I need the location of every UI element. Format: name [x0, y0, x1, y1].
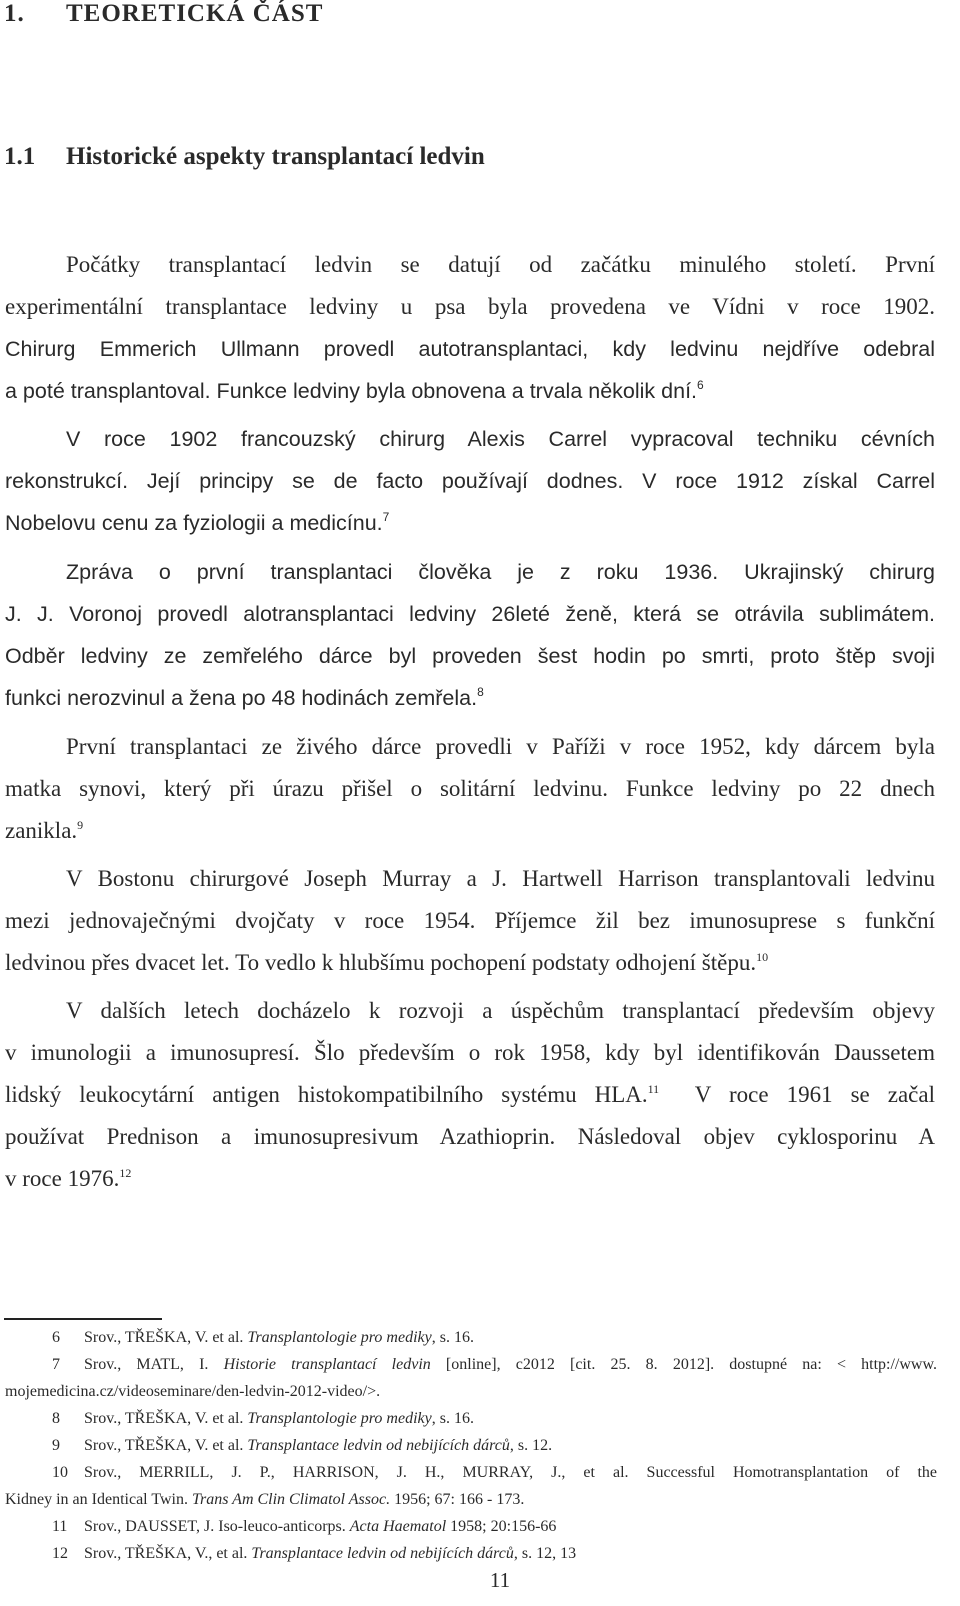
footnote-ref: 7 — [382, 510, 390, 524]
footnote-number: 12 — [52, 1545, 68, 1562]
footnote-number: 6 — [52, 1329, 60, 1346]
footnote: 6 Srov., TŘEŠKA, V. et al. Transplantologie pro mediky, s. 16. — [5, 1324, 937, 1351]
footnote-number: 7 — [52, 1356, 60, 1373]
text-line: První transplantaci ze živého dárce provedli v Paříži v roce 1952, kdy dárcem byla — [66, 734, 935, 759]
paragraph — [5, 551, 935, 719]
text-line: v imunologii a imunosupresí. Šlo především o rok 1958, kdy byl identifikován Daussetem — [5, 1040, 935, 1065]
footnote-ref: 10 — [756, 950, 769, 964]
text-line: J. J. Voronoj provedl alotransplantaci ledviny 26leté ženě, která se otrávila sublimátem. — [5, 602, 935, 626]
footnote-number: 11 — [52, 1518, 68, 1535]
text-line: V Bostonu chirurgové Joseph Murray a J. Hartwell Harrison transplantovali ledvinu — [66, 866, 935, 891]
text-line: funkci nerozvinul a žena po 48 hodinách zemřela.$^8$ — [5, 685, 484, 710]
footnote-number: 9 — [52, 1437, 60, 1454]
text-line: zanikla.$^9$ — [5, 818, 84, 843]
chapter-title: TEORETICKÁ ČÁST — [66, 0, 324, 27]
text-line: ledvinou přes dvacet let. To vedlo k hlubšímu pochopení podstaty odhojení štěpu.$^{10}$ — [5, 950, 769, 975]
text-line: lidský leukocytární antigen histokompatibilního systému HLA.$^{11}$ V roce 1961 se začal — [5, 1082, 935, 1107]
text-line: rekonstrukcí. Její principy se de facto používají dodnes. V roce 1912 získal Carrel — [5, 469, 935, 493]
footnote-continuation: Kidney in an Identical Twin. Trans Am Clin Climatol Assoc. 1956; 67: 166 - 173. — [5, 1491, 525, 1508]
text-line: Počátky transplantací ledvin se datují od začátku minulého století. První — [66, 252, 935, 277]
footnote: 8 Srov., TŘEŠKA, V. et al. Transplantologie pro mediky, s. 16. — [5, 1405, 937, 1432]
text-line: Odběr ledviny ze zemřelého dárce byl proveden šest hodin po smrti, proto štěp svoji — [5, 644, 935, 668]
footnote: 9 Srov., TŘEŠKA, V. et al. Transplantace ledvin od nebijících dárců, s. 12. — [5, 1432, 937, 1459]
section-heading — [4, 143, 485, 171]
footnote-ref: 9 — [77, 818, 84, 832]
footnote-separator — [4, 1318, 162, 1320]
footnote-number: 8 — [52, 1410, 60, 1427]
footnotes — [5, 1324, 937, 1567]
footnote: 12 Srov., TŘEŠKA, V., et al. Transplantace ledvin od nebijících dárců, s. 12, 13 — [5, 1540, 937, 1567]
paragraph — [5, 990, 935, 1200]
text-line: V roce 1902 francouzský chirurg Alexis Carrel vypracoval techniku cévních — [66, 427, 935, 451]
text-line: Nobelovu cenu za fyziologii a medicínu.$^7$ — [5, 510, 390, 535]
footnote: 7 Srov., MATL, I. Historie transplantací ledvin [online], c2012 [cit. 25. 8. 2012]. dostupné na: < http://www. — [5, 1351, 937, 1378]
text-line: Chirurg Emmerich Ullmann provedl autotransplantaci, kdy ledvinu nejdříve odebral — [5, 337, 935, 361]
paragraph — [5, 726, 935, 852]
paragraph — [5, 418, 935, 544]
text-line: a poté transplantoval. Funkce ledviny byla obnovena a trvala několik dní.$^6$ — [5, 378, 704, 403]
footnote: 10 Srov., MERRILL, J. P., HARRISON, J. H., MURRAY, J., et al. Successful Homotransplantation of the — [5, 1459, 937, 1486]
footnote-ref: 12 — [119, 1166, 132, 1180]
footnote-number: 10 — [52, 1464, 68, 1481]
text-line: experimentální transplantace ledviny u psa byla provedena ve Vídni v roce 1902. — [5, 294, 935, 319]
chapter-heading — [4, 0, 323, 28]
paragraph — [5, 858, 935, 984]
text-line: V dalších letech docházelo k rozvoji a úspěchům transplantací především objevy — [66, 998, 935, 1023]
footnote-ref: 8 — [477, 685, 484, 699]
page-number: 11 — [489, 1568, 511, 1592]
section-number: 1.1 — [4, 143, 36, 170]
chapter-number: 1. — [4, 0, 25, 27]
text-line: mezi jednovaječnými dvojčaty v roce 1954. Příjemce žil bez imunosuprese s funkční — [5, 908, 935, 933]
footnote-ref: 6 — [697, 378, 704, 392]
footnote-ref: 11 — [647, 1082, 660, 1096]
text-line: Zpráva o první transplantaci člověka je z roku 1936. Ukrajinský chirurg — [66, 560, 935, 584]
text-line: matka synovi, který při úrazu přišel o solitární ledvinu. Funkce ledviny po 22 dnech — [5, 776, 935, 801]
text-line: v roce 1976.12 — [5, 1166, 132, 1191]
paragraph — [5, 244, 935, 412]
text-line: používat Prednison a imunosupresivum Azathioprin. Následoval objev cyklosporinu A — [5, 1124, 935, 1149]
footnote: 11 Srov., DAUSSET, J. Iso-leuco-anticorps. Acta Haematol 1958; 20:156-66 — [5, 1513, 937, 1540]
section-title: Historické aspekty transplantací ledvin — [66, 143, 485, 170]
footnote-continuation: mojemedicina.cz/videoseminare/den-ledvin-2012-video/>. — [5, 1383, 381, 1400]
